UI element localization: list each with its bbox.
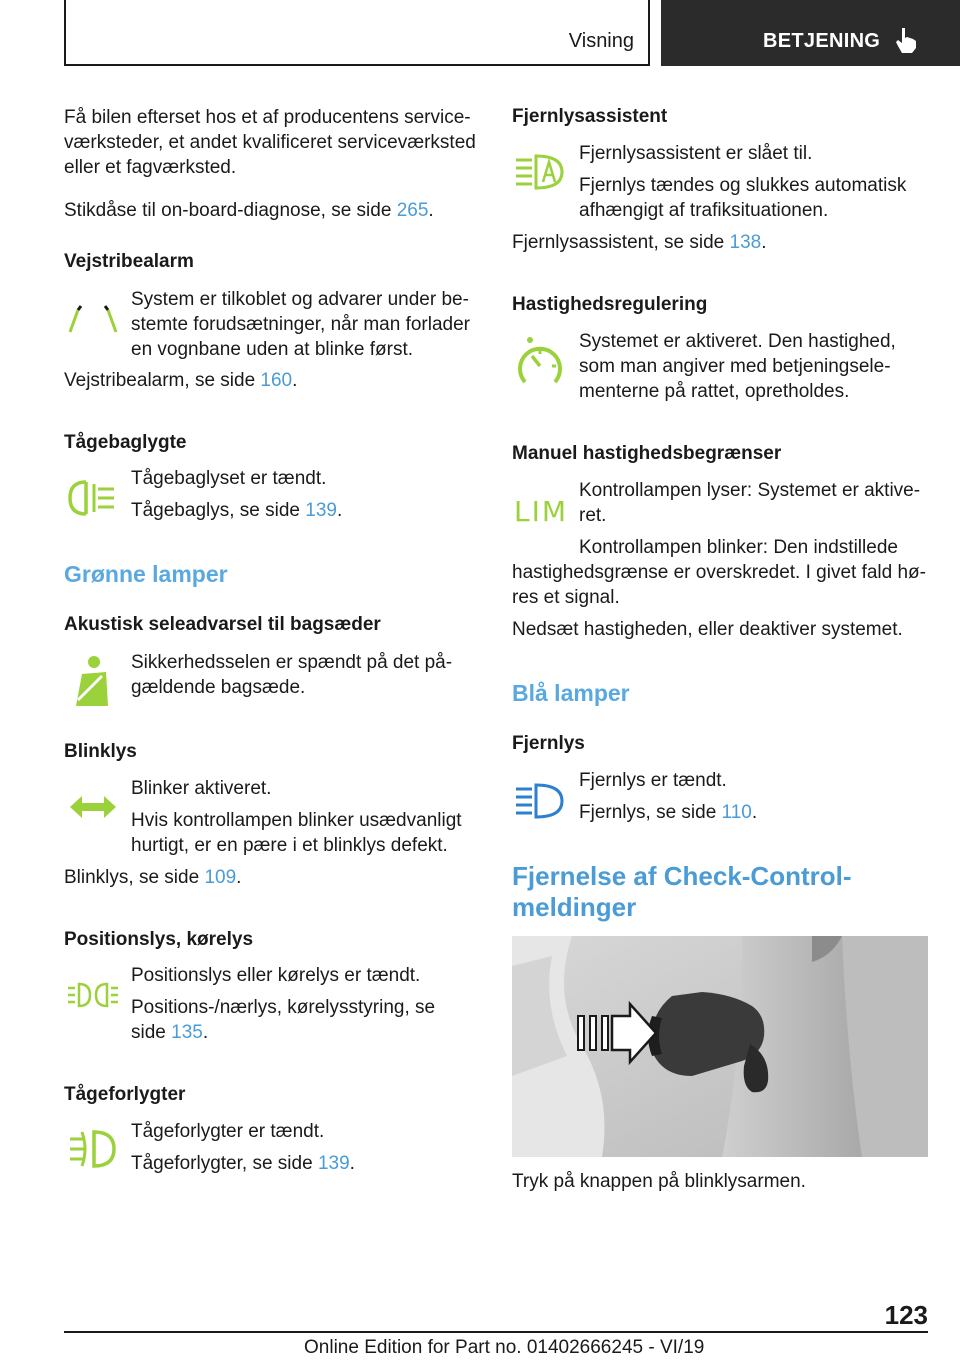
lane-page-link[interactable]: 160 xyxy=(260,370,293,391)
indicator-title: Blinklys xyxy=(64,741,137,762)
high-beam-assistant-icon xyxy=(514,152,566,192)
front-fog-reference: Tågeforlygter, se side 139. xyxy=(131,1153,355,1174)
front-fog-title: Tågeforlygter xyxy=(64,1084,186,1105)
green-lamps-heading: Grønne lamper xyxy=(64,561,228,587)
high-beam-line-1: Fjernlys er tændt. xyxy=(579,770,727,791)
limiter-blink-line: Kontrollampen blinker: Den indstillede xyxy=(579,537,898,558)
blue-lamps-heading: Blå lamper xyxy=(512,680,630,706)
hba-reference: Fjernlysassistent, se side 138. xyxy=(512,232,767,253)
speed-limiter-title: Manuel hastighedsbegrænser xyxy=(512,443,782,464)
limiter-full-line-2: res et signal. xyxy=(512,587,620,608)
rear-fog-title: Tågebaglygte xyxy=(64,432,187,453)
indicator-page-link[interactable]: 109 xyxy=(204,867,237,888)
hand-pointer-icon xyxy=(894,26,920,54)
turn-signal-icon xyxy=(68,794,118,820)
position-lights-page-link[interactable]: 135 xyxy=(171,1022,203,1043)
limiter-line-2: ret. xyxy=(579,505,607,526)
front-fog-line-1: Tågeforlygter er tændt. xyxy=(131,1121,325,1142)
header-section-box xyxy=(64,0,650,66)
footer-edition: Online Edition for Part no. 01402666245 - VI/19 xyxy=(304,1337,705,1358)
indicator-line-1: Blinker aktiveret. xyxy=(131,778,272,799)
seatbelt-icon xyxy=(72,654,112,708)
rear-fog-line-1: Tågebaglyset er tændt. xyxy=(131,468,327,489)
lane-warning-line-1: System er tilkoblet og advarer under be- xyxy=(131,289,469,310)
indicator-reference: Blinklys, se side 109. xyxy=(64,867,242,888)
cruise-control-icon xyxy=(516,336,564,388)
cruise-line-1: Systemet er aktiveret. Den hastighed, xyxy=(579,331,896,352)
position-lights-title: Positionslys, kørelys xyxy=(64,929,254,950)
turn-signal-lever-photo xyxy=(512,936,928,1157)
cruise-control-title: Hastighedsregulering xyxy=(512,294,708,315)
indicator-line-3: hurtigt, er en pære i et blinklys defekt. xyxy=(131,835,448,856)
obd-page-link[interactable]: 265 xyxy=(396,200,429,221)
lane-warning-reference: Vejstribealarm, se side 160. xyxy=(64,370,298,391)
page-number: 123 xyxy=(884,1300,928,1330)
high-beam-icon xyxy=(514,781,566,821)
header-section-label: Visning xyxy=(568,30,634,52)
lim-icon: LIM xyxy=(514,495,569,528)
position-lights-line-3: side 135. xyxy=(131,1022,209,1043)
limiter-action: Nedsæt hastigheden, eller deaktiver systemet. xyxy=(512,619,903,640)
limiter-full-line-1: hastighedsgrænse er overskredet. I givet fald hø- xyxy=(512,562,926,583)
seatbelt-line-2: gældende bagsæde. xyxy=(131,677,306,698)
rear-fog-light-icon xyxy=(66,478,120,518)
hba-line-1: Fjernlysassistent er slået til. xyxy=(579,143,813,164)
seatbelt-title: Akustisk seleadvarsel til bagsæder xyxy=(64,614,381,635)
intro-line-1: Få bilen efterset hos et af producentens service- xyxy=(64,107,471,128)
header-chapter-label: BETJENING xyxy=(763,30,881,52)
intro-line-3: eller et fagværksted. xyxy=(64,157,237,178)
front-fog-page-link[interactable]: 139 xyxy=(317,1153,350,1174)
lane-warning-title: Vejstribealarm xyxy=(64,251,194,272)
position-lights-icon xyxy=(66,982,120,1008)
hba-page-link[interactable]: 138 xyxy=(729,232,762,253)
lane-departure-icon xyxy=(66,304,120,334)
limiter-line-1: Kontrollampen lyser: Systemet er aktive- xyxy=(579,480,921,501)
intro-line-2: værksteder, et andet kvalificeret serviceværksted xyxy=(64,132,476,153)
hba-line-3: afhængigt af trafiksituationen. xyxy=(579,200,829,221)
position-lights-line-1: Positionslys eller kørelys er tændt. xyxy=(131,965,421,986)
turn-signal-lever-illustration xyxy=(512,936,928,1157)
cruise-line-3: menterne på rattet, opretholdes. xyxy=(579,381,850,402)
high-beam-page-link[interactable]: 110 xyxy=(721,802,752,823)
footer-divider xyxy=(64,1331,928,1333)
cruise-line-2: som man angiver med betjeningsele- xyxy=(579,356,891,377)
position-lights-line-2: Positions-/nærlys, kørelysstyring, se xyxy=(131,997,436,1018)
photo-caption: Tryk på knappen på blinklysarmen. xyxy=(512,1171,806,1192)
rear-fog-reference: Tågebaglys, se side 139. xyxy=(131,500,343,521)
high-beam-reference: Fjernlys, se side 110. xyxy=(579,802,758,823)
front-fog-light-icon xyxy=(68,1128,118,1170)
hba-line-2: Fjernlys tændes og slukkes automatisk xyxy=(579,175,907,196)
high-beam-title: Fjernlys xyxy=(512,733,585,754)
lane-warning-line-3: en vognbane uden at blinke først. xyxy=(131,339,414,360)
obd-reference: Stikdåse til on-board-diagnose, se side 265. xyxy=(64,200,434,221)
seatbelt-line-1: Sikkerhedsselen er spændt på det på- xyxy=(131,652,453,673)
indicator-line-2: Hvis kontrollampen blinker usædvanligt xyxy=(131,810,462,831)
check-control-heading-line-2: meldinger xyxy=(512,892,637,922)
high-beam-assistant-title: Fjernlysassistent xyxy=(512,106,668,127)
check-control-heading-line-1: Fjernelse af Check-Control- xyxy=(512,861,852,891)
rear-fog-page-link[interactable]: 139 xyxy=(305,500,337,521)
lane-warning-line-2: stemte forudsætninger, når man forlader xyxy=(131,314,471,335)
